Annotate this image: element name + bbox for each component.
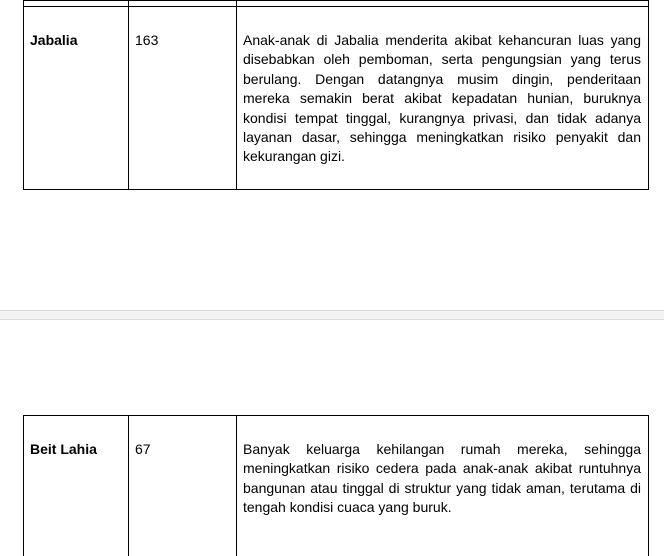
page-break <box>0 310 664 320</box>
location-name: Jabalia <box>30 32 77 48</box>
count-value: 163 <box>135 32 158 48</box>
description-cell <box>237 7 649 190</box>
description-text: Anak-anak di Jabalia menderita akibat kehancuran luas yang disebabkan oleh pemboman, serta pengungsian yang terus berulang. Dengan datangnya musim dingin, penderitaan mereka semakin berat akibat kepadatan hunian, buruknya kondisi tempat tinggal, kurangnya privasi, dan tidak adanya layanan dasar, sehingga meningkatkan risiko penyakit dan kekurangan gizi. <box>243 32 641 164</box>
location-cell <box>24 7 129 190</box>
table-row <box>24 7 649 190</box>
table-row <box>24 416 649 556</box>
description-text: Banyak keluarga kehilangan rumah mereka, sehingga meningkatkan risiko cedera pada anak-anak akibat runtuhnya bangunan atau tinggal di struktur yang tidak aman, terutama di tengah kondisi cuaca yang buruk. <box>243 441 641 515</box>
location-cell <box>24 416 129 556</box>
document-page-lower <box>0 320 664 540</box>
number-cell <box>129 416 237 556</box>
data-table-upper <box>23 0 649 190</box>
description-cell <box>237 416 649 556</box>
location-name: Beit Lahia <box>30 441 97 457</box>
count-value: 67 <box>135 441 151 457</box>
data-table-lower <box>23 415 649 556</box>
number-cell <box>129 7 237 190</box>
